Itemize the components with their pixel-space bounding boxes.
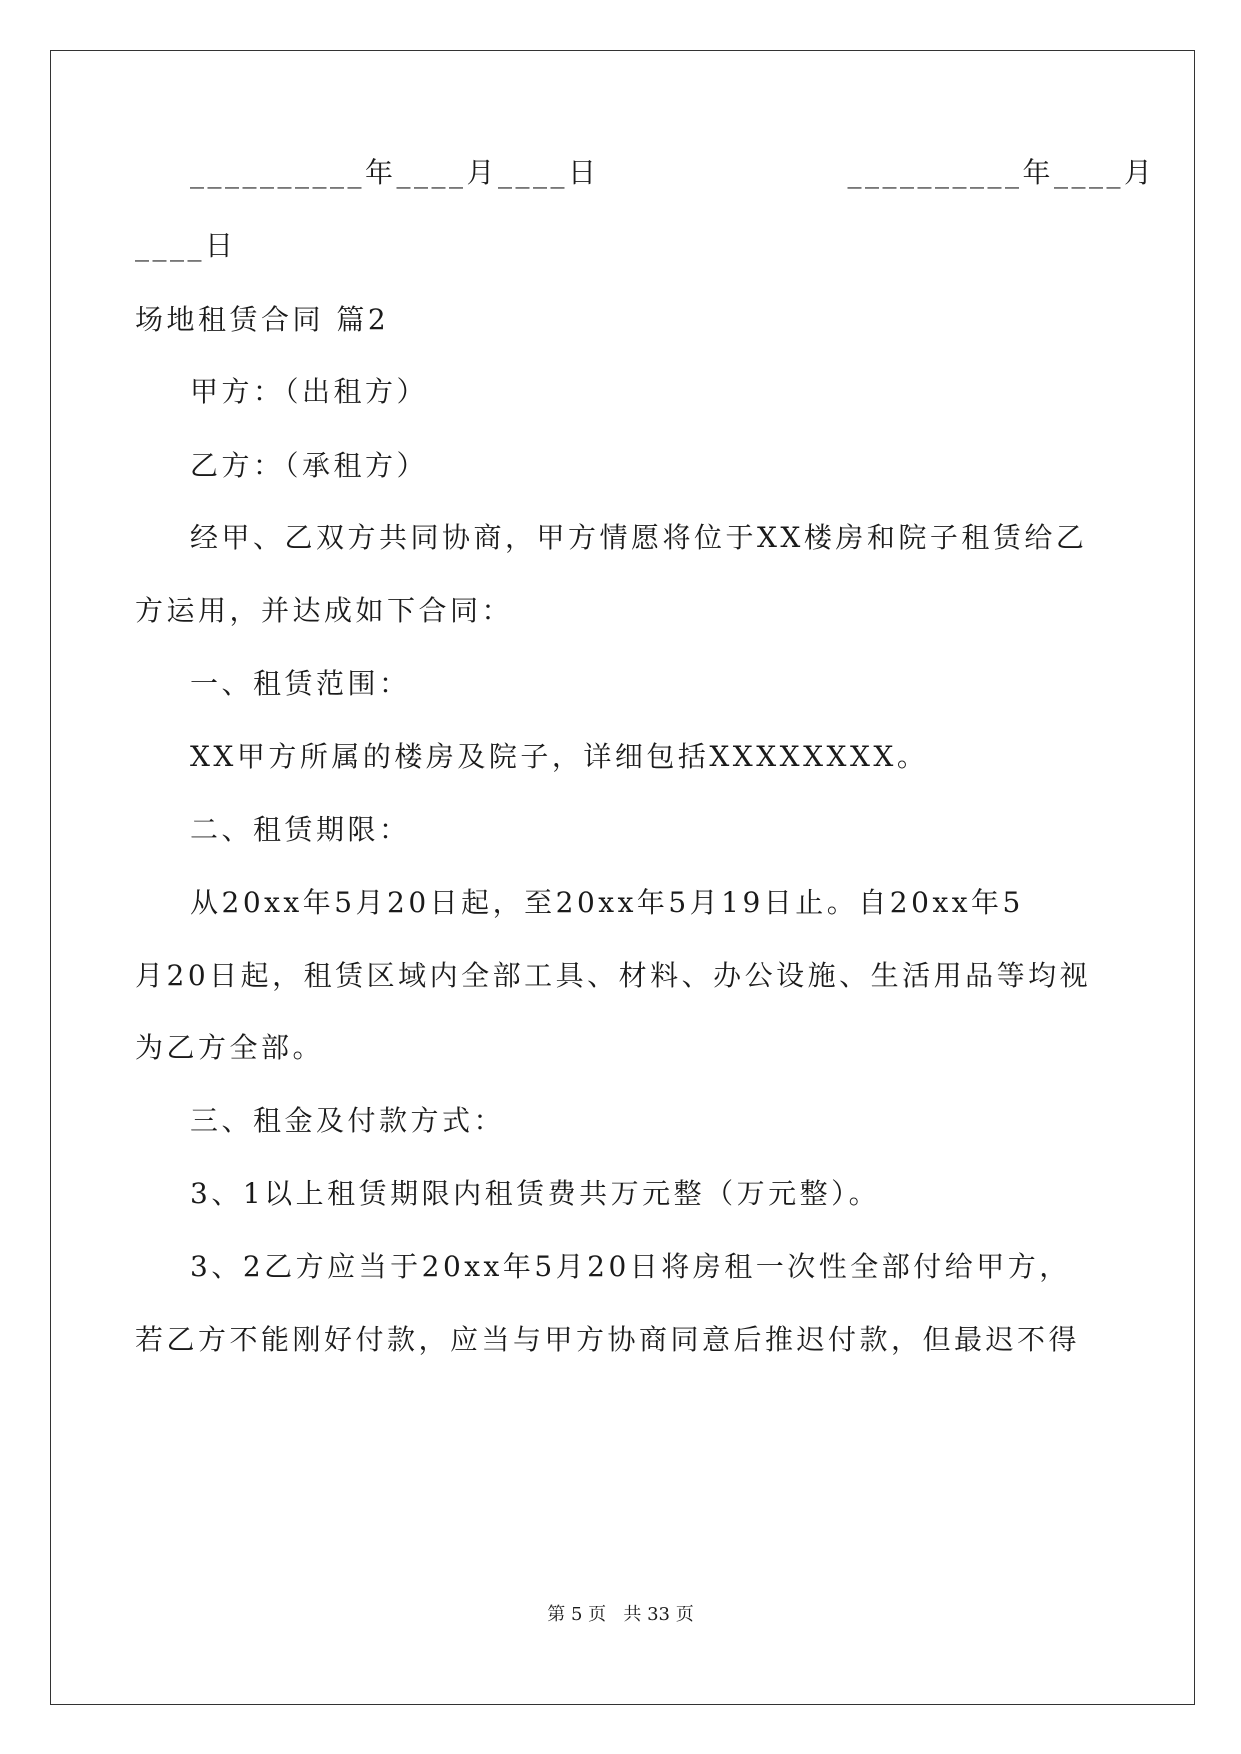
paragraph-line: 若乙方不能刚好付款，应当与甲方协商同意后推迟付款，但最迟不得 — [135, 1323, 1081, 1356]
paragraph-line: 3、2乙方应当于20xx年5月20日将房租一次性全部付给甲方， — [190, 1250, 1071, 1283]
page-number-footer: 第 5 页 共 33 页 — [547, 1604, 694, 1625]
paragraph-line: 月20日起，租赁区域内全部工具、材料、办公设施、生活用品等均视 — [135, 959, 1092, 992]
paragraph-line: 经甲、乙双方共同协商，甲方情愿将位于XX楼房和院子租赁给乙 — [190, 521, 1088, 554]
party-a-line: 甲方：（出租方） — [190, 375, 429, 408]
clause-heading: 一、租赁范围： — [190, 667, 411, 700]
paragraph-line: 从20xx年5月20日起，至20xx年5月19日止。自20xx年5 — [190, 886, 1024, 919]
clause-heading: 三、租金及付款方式： — [190, 1104, 506, 1137]
signature-date-line-continued: ____日 — [135, 229, 237, 262]
paragraph-line: 为乙方全部。 — [135, 1031, 325, 1064]
paragraph-line: 3、1以上租赁期限内租赁费共万元整（万元整）。 — [190, 1177, 881, 1210]
paragraph-line: 方运用，并达成如下合同： — [135, 594, 514, 627]
clause-heading: 二、租赁期限： — [190, 813, 411, 846]
section-heading: 场地租赁合同 篇2 — [135, 303, 390, 336]
paragraph-line: XX甲方所属的楼房及院子，详细包括XXXXXXXX。 — [190, 740, 929, 773]
page-border — [50, 50, 1195, 1705]
party-b-line: 乙方：（承租方） — [190, 449, 429, 482]
signature-date-line: __________年____月____日 __________年____月 — [190, 156, 1156, 189]
